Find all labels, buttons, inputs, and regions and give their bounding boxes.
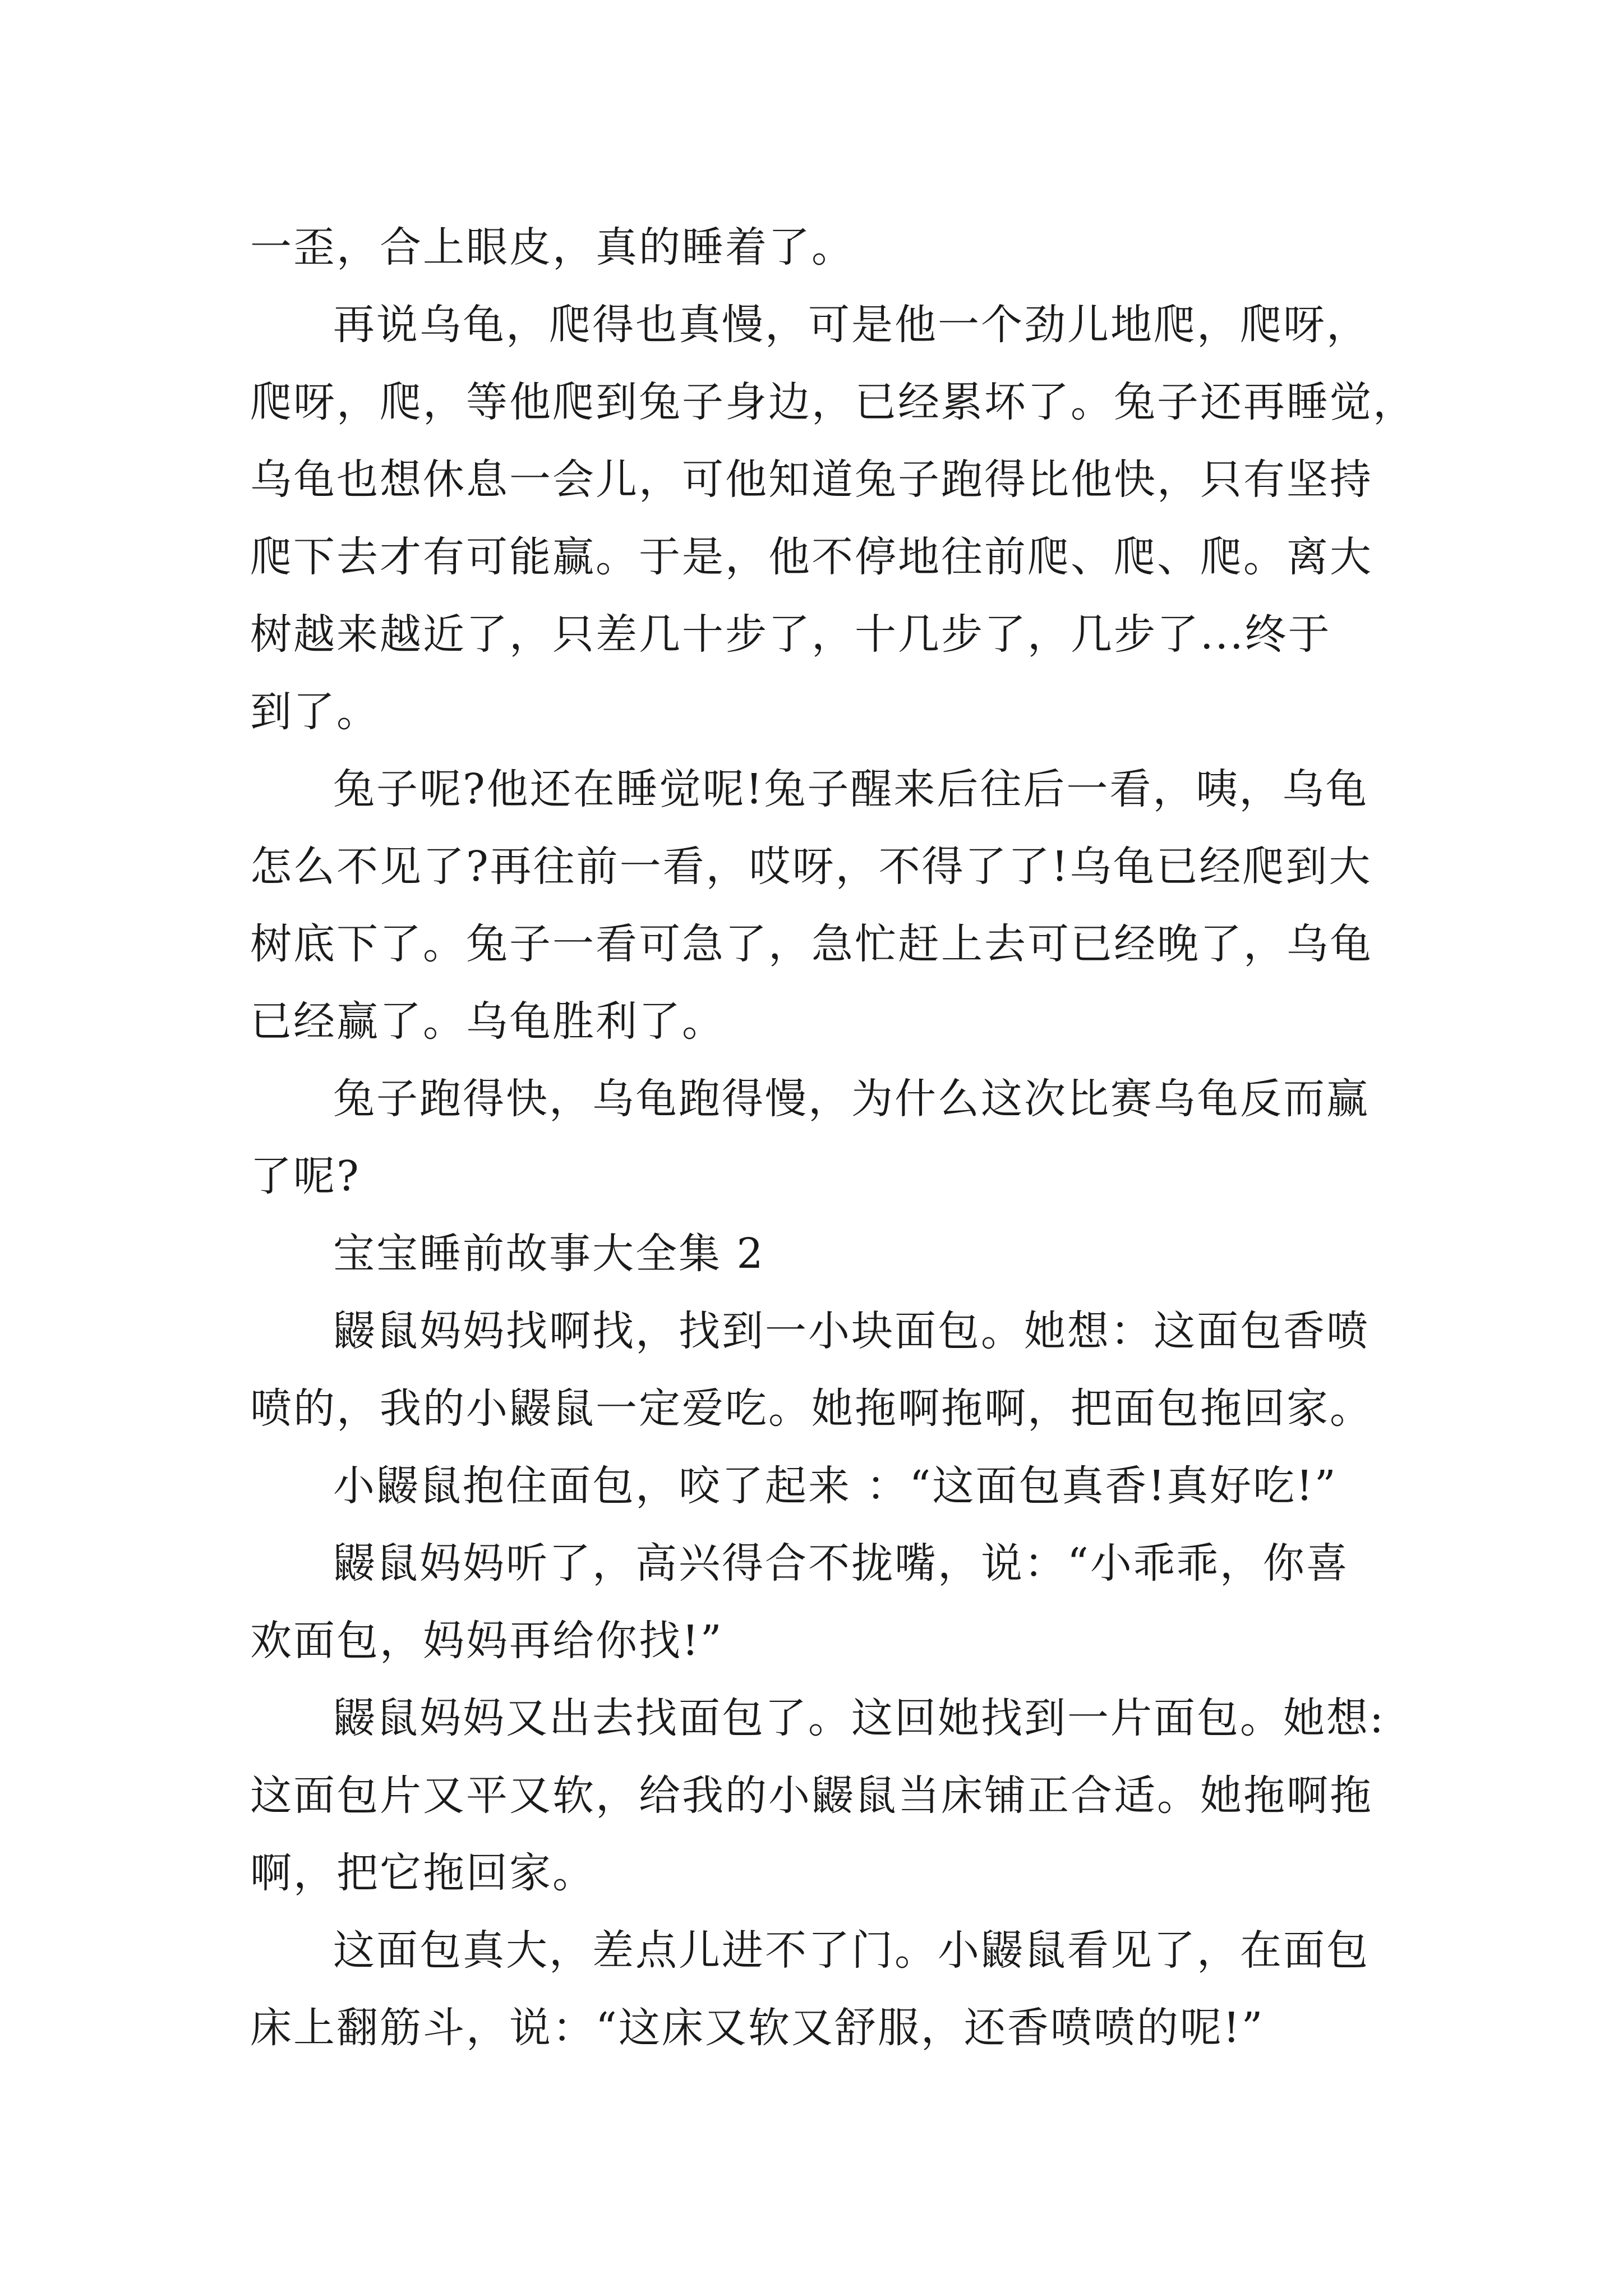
text-line: 了呢? [250,1152,361,1200]
text-line: 兔子呢?他还在睡觉呢!兔子醒来后往后一看，咦，乌龟 [333,765,1369,813]
text-line: 乌龟也想休息一会儿，可他知道兔子跑得比他快，只有坚持 [250,455,1373,504]
text-line: 这面包真大，差点儿进不了门。小鼹鼠看见了，在面包 [333,1926,1370,1975]
text-line: 小鼹鼠抱住面包，咬了起来 ：“这面包真香!真好吃!” [333,1462,1338,1510]
text-line: 喷的，我的小鼹鼠一定爱吃。她拖啊拖啊，把面包拖回家。 [250,1384,1373,1433]
text-line: 兔子跑得快，乌龟跑得慢，为什么这次比赛乌龟反而赢 [333,1075,1370,1123]
text-line: 鼹鼠妈妈找啊找，找到一小块面包。她想：这面包香喷 [333,1307,1370,1355]
text-line: 欢面包，妈妈再给你找!” [250,1617,723,1665]
text-line: 到了。 [250,688,380,736]
text-line: 怎么不见了?再往前一看，哎呀，不得了了!乌龟已经爬到大 [250,843,1372,891]
text-line: 一歪，合上眼皮，真的睡着了。 [250,223,855,272]
text-line: 鼹鼠妈妈又出去找面包了。这回她找到一片面包。她想: [333,1694,1385,1742]
text-line: 树底下了。兔子一看可急了，急忙赶上去可已经晚了，乌龟 [250,920,1373,968]
text-line: 爬下去才有可能赢。于是，他不停地往前爬、爬、爬。离大 [250,533,1373,581]
text-line: 爬呀，爬，等他爬到兔子身边，已经累坏了。兔子还再睡觉， [250,378,1416,426]
text-line: 鼹鼠妈妈听了，高兴得合不拢嘴，说：“小乖乖，你喜 [333,1539,1349,1588]
text-line: 已经赢了。乌龟胜利了。 [250,997,725,1046]
story-text [250,209,1416,2067]
text-line: 这面包片又平又软，给我的小鼹鼠当床铺正合适。她拖啊拖 [250,1772,1373,1820]
section-heading: 宝宝睡前故事大全集 2 [333,1230,765,1278]
text-line: 树越来越近了，只差几十步了，十几步了，几步了...终于 [250,610,1331,659]
text-line: 再说乌龟，爬得也真慢，可是他一个劲儿地爬，爬呀， [333,301,1370,349]
text-line: 啊，把它拖回家。 [250,1849,596,1897]
text-line: 床上翻筋斗，说：“这床又软又舒服，还香喷喷的呢!” [250,2004,1265,2052]
